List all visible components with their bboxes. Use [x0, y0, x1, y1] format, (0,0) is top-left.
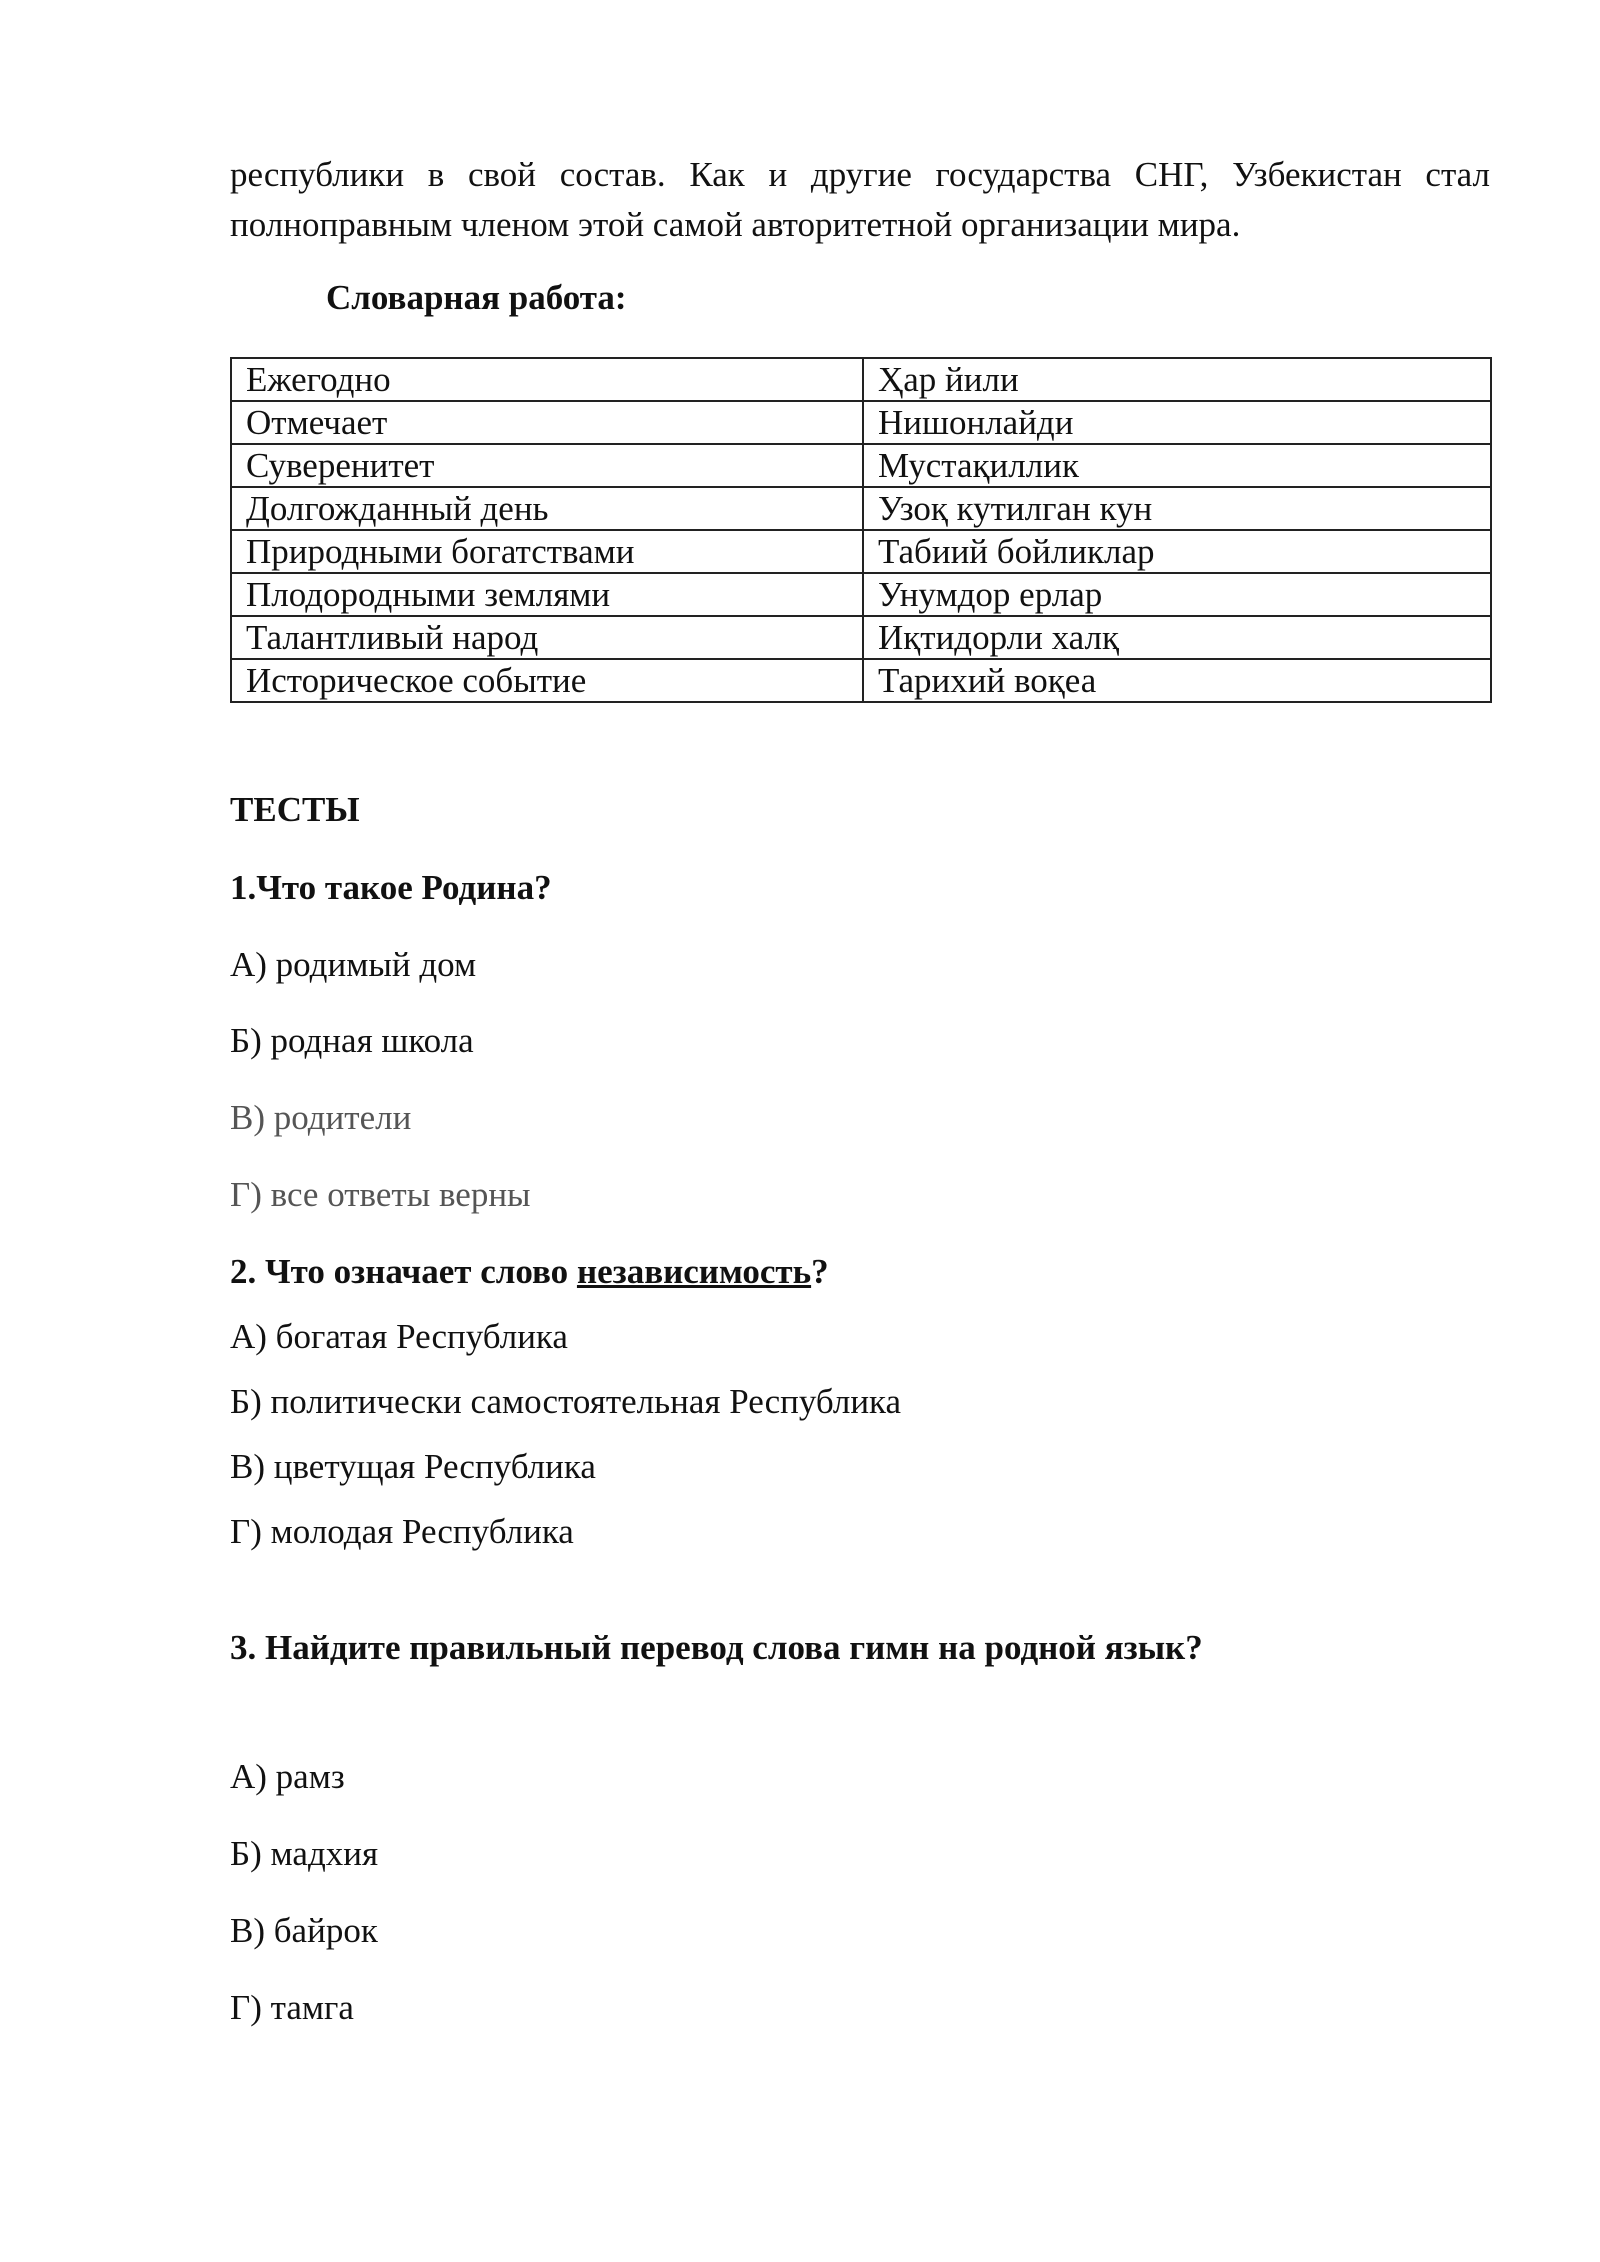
table-cell-russian: Суверенитет — [231, 444, 863, 487]
table-cell-uzbek: Нишонлайди — [863, 401, 1491, 444]
table-cell-uzbek: Ҳар йили — [863, 358, 1491, 401]
answer-option: Г) тамга — [230, 1988, 354, 2027]
table-row — [231, 616, 1491, 659]
table-cell-uzbek: Тарихий воқеа — [863, 659, 1491, 702]
vocabulary-heading: Словарная работа: — [326, 278, 627, 317]
table-cell-russian: Талантливый народ — [231, 616, 863, 659]
answer-option: А) родимый дом — [230, 945, 477, 984]
table-cell-uzbek: Мустақиллик — [863, 444, 1491, 487]
answer-option: Б) родная школа — [230, 1021, 474, 1060]
question-1: 1.Что такое Родина? — [230, 868, 552, 907]
table-cell-russian: Природными богатствами — [231, 530, 863, 573]
question-3: 3. Найдите правильный перевод слова гимн на родной язык? — [230, 1628, 1203, 1667]
answer-option: Г) молодая Республика — [230, 1512, 574, 1551]
table-cell-russian: Долгожданный день — [231, 487, 863, 530]
answer-option: В) байрок — [230, 1911, 378, 1950]
answer-option: В) цветущая Республика — [230, 1447, 596, 1486]
table-cell-russian: Историческое событие — [231, 659, 863, 702]
question-2 — [230, 1252, 829, 1292]
answer-option: А) богатая Республика — [230, 1317, 568, 1356]
table-cell-uzbek: Табиий бойликлар — [863, 530, 1491, 573]
question-2-suffix: ? — [811, 1252, 829, 1291]
question-2-prefix: 2. Что означает слово — [230, 1252, 577, 1291]
tests-heading: ТЕСТЫ — [230, 790, 360, 829]
question-2-keyword: независимость — [576, 1252, 812, 1291]
table-row — [231, 401, 1491, 444]
intro-paragraph: республики в свой состав. Как и другие государства СНГ, Узбекистан стал полноправным членом этой самой авторитетной организации мира. — [230, 155, 1490, 244]
vocabulary-table — [230, 357, 1492, 703]
table-cell-russian: Плодородными землями — [231, 573, 863, 616]
answer-option: Г) все ответы верны — [230, 1175, 531, 1214]
table-cell-uzbek: Узоқ кутилган кун — [863, 487, 1491, 530]
answer-option: Б) политически самостоятельная Республика — [230, 1382, 902, 1421]
table-row — [231, 358, 1491, 401]
table-row — [231, 659, 1491, 702]
answer-option: В) родители — [230, 1098, 412, 1137]
answer-option: Б) мадхия — [230, 1834, 379, 1873]
table-row — [231, 444, 1491, 487]
table-row — [231, 487, 1491, 530]
table-row — [231, 530, 1491, 573]
table-cell-russian: Ежегодно — [231, 358, 863, 401]
table-row — [231, 573, 1491, 616]
table-cell-uzbek: Унумдор ерлар — [863, 573, 1491, 616]
table-cell-uzbek: Иқтидорли халқ — [863, 616, 1491, 659]
table-cell-russian: Отмечает — [231, 401, 863, 444]
answer-option: А) рамз — [230, 1757, 345, 1796]
